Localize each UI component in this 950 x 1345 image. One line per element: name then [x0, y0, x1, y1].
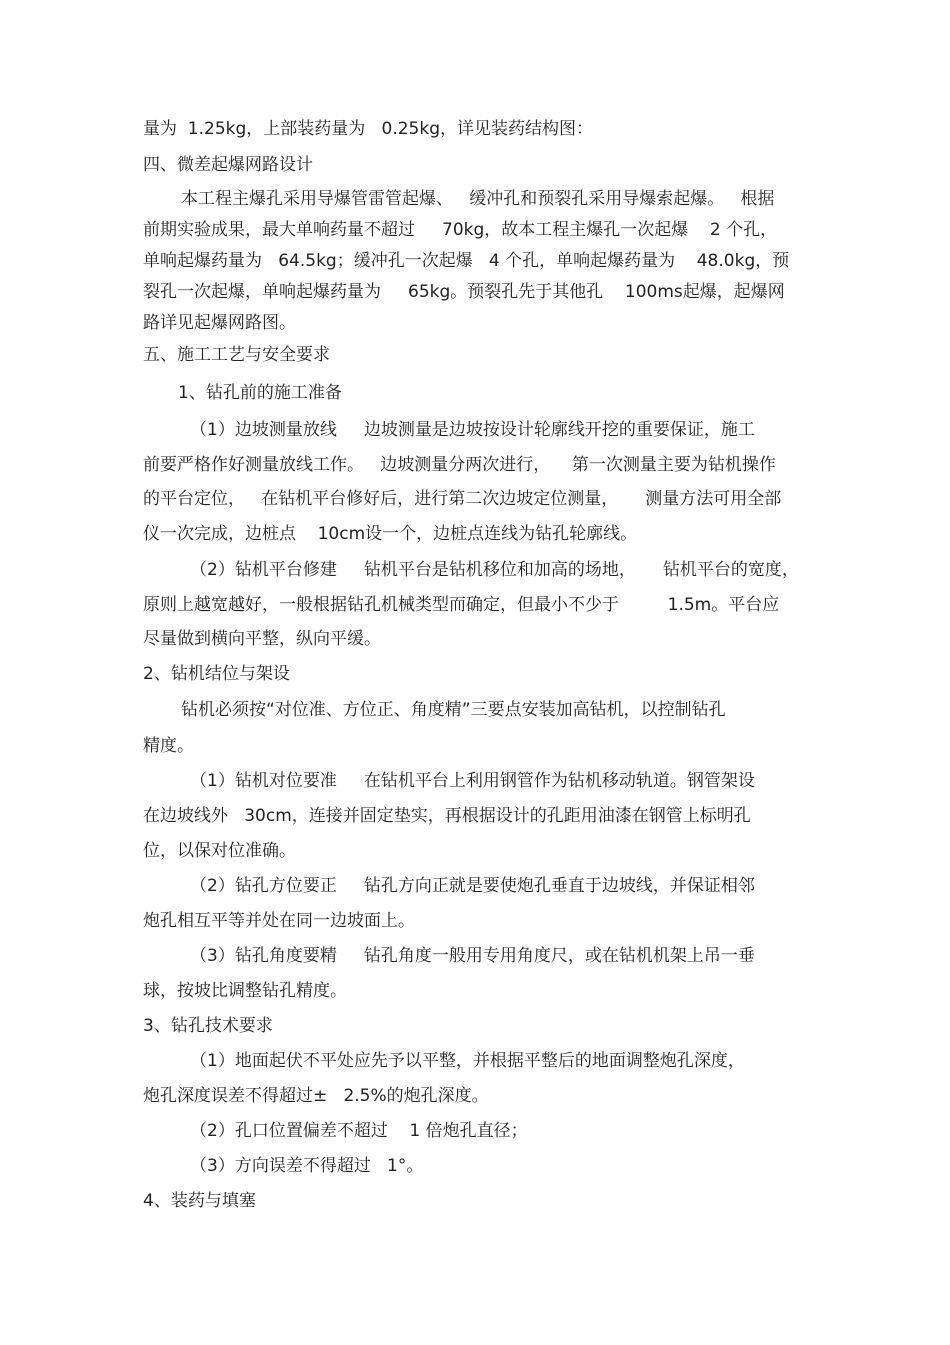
text-line: 原则上越宽越好，一般根据钻孔机械类型而确定，但最小不少于 1.5m。平台应 [143, 595, 780, 615]
text-line: 路详见起爆网路图。 [143, 313, 296, 333]
text-line: （2）钻孔方位要正 钻孔方向正就是要使炮孔垂直于边坡线，并保证相邻 [190, 876, 755, 896]
text-line: 在边坡线外 30cm，连接并固定垫实，再根据设计的孔距用油漆在钢管上标明孔 [143, 806, 751, 826]
text-line: 位，以保对位准确。 [143, 841, 296, 861]
text-line: 裂孔一次起爆，单响起爆药量为 65kg。预裂孔先于其他孔 100ms起爆，起爆网 [143, 282, 785, 302]
subsection-heading: 1、钻孔前的施工准备 [178, 383, 342, 403]
text-line: 尽量做到横向平整，纵向平缓。 [143, 629, 381, 649]
text-line: 精度。 [143, 736, 194, 756]
text-line: 本工程主爆孔采用导爆管雷管起爆、 缓冲孔和预裂孔采用导爆索起爆。 根据 [181, 189, 775, 209]
text-line: （2）钻机平台修建 钻机平台是钻机移位和加高的场地， 钻机平台的宽度， [190, 560, 799, 580]
text-line: 球，按坡比调整钻孔精度。 [143, 981, 347, 1001]
text-line: 单响起爆药量为 64.5kg；缓冲孔一次起爆 4 个孔，单响起爆药量为 48.0kg，预 [143, 251, 790, 271]
text-line: （2）孔口位置偏差不超过 1 倍炮孔直径； [190, 1121, 528, 1141]
subsection-heading: 2、钻机结位与架设 [143, 664, 290, 684]
text-line: （1）钻机对位要准 在钻机平台上利用钢管作为钻机移动轨道。钢管架设 [190, 771, 755, 791]
subsection-heading: 4、装药与填塞 [143, 1191, 256, 1211]
text-line: 量为 1.25kg，上部装药量为 0.25kg，详见装药结构图： [143, 119, 593, 139]
text-line: （3）钻孔角度要精 钻孔角度一般用专用角度尺，或在钻机机架上吊一垂 [190, 946, 755, 966]
text-line: 钻机必须按“对位准、方位正、角度精”三要点安装加高钻机，以控制钻孔 [181, 700, 726, 720]
text-line: （3）方向误差不得超过 1°。 [190, 1156, 424, 1176]
section-heading: 五、施工工艺与安全要求 [143, 345, 330, 365]
text-line: 炮孔深度误差不得超过± 2.5%的炮孔深度。 [143, 1086, 489, 1106]
text-line: 炮孔相互平等并处在同一边坡面上。 [143, 911, 415, 931]
text-line: 前要严格作好测量放线工作。 边坡测量分两次进行， 第一次测量主要为钻机操作 [143, 455, 776, 475]
text-line: （1）地面起伏不平处应先予以平整，并根据平整后的地面调整炮孔深度， [190, 1051, 745, 1071]
section-heading: 四、微差起爆网路设计 [143, 155, 313, 175]
text-line: 前期实验成果，最大单响药量不超过 70kg，故本工程主爆孔一次起爆 2 个孔， [143, 220, 778, 240]
text-line: 仪一次完成，边桩点 10cm设一个，边桩点连线为钻孔轮廓线。 [143, 524, 638, 544]
text-line: 的平台定位， 在钻机平台修好后，进行第二次边坡定位测量， 测量方法可用全部 [143, 489, 782, 509]
text-line: （1）边坡测量放线 边坡测量是边坡按设计轮廓线开挖的重要保证，施工 [190, 420, 755, 440]
subsection-heading: 3、钻孔技术要求 [143, 1016, 273, 1036]
